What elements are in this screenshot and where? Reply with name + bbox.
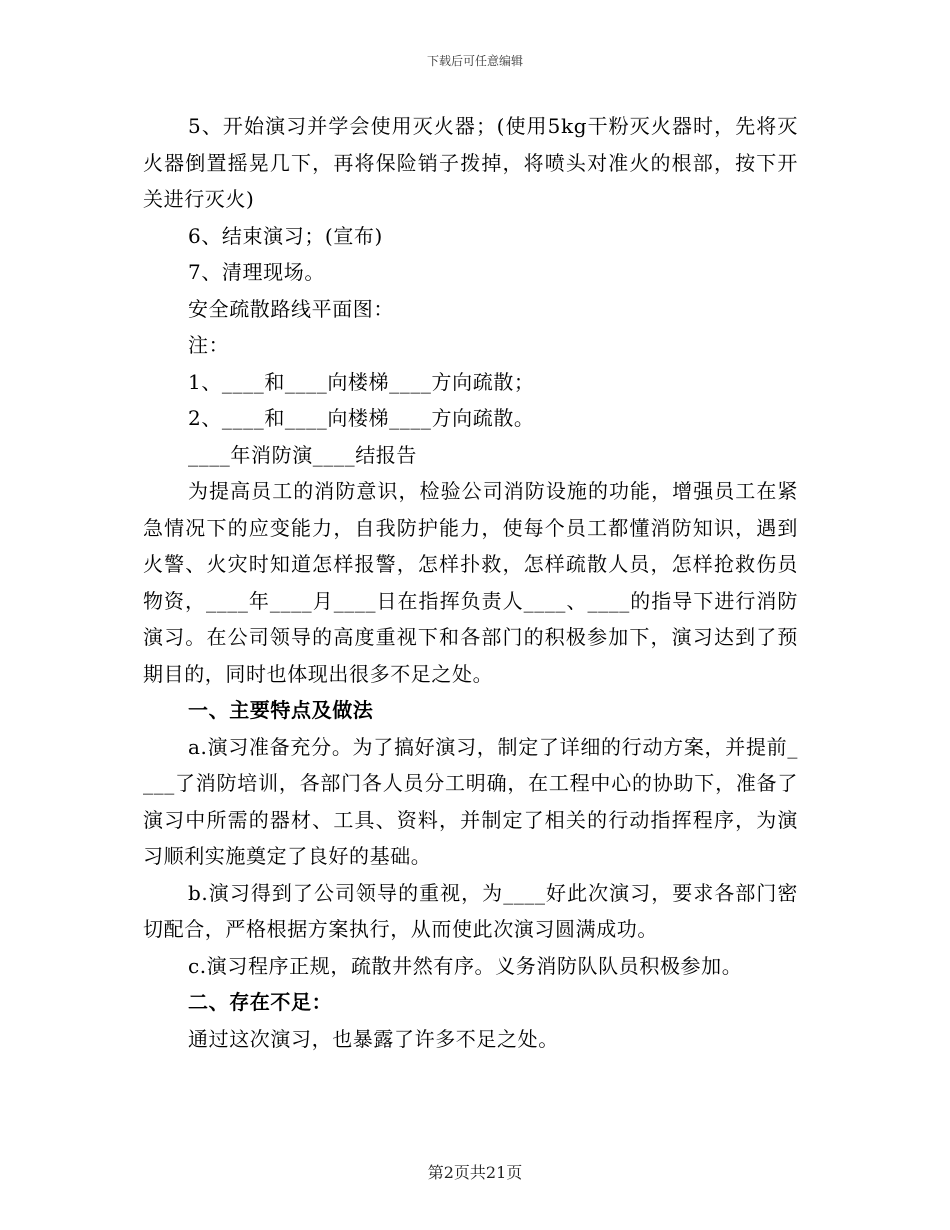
note-item-2: 2、____和____向楼梯____方向疏散。 — [188, 406, 535, 430]
step-6-paragraph: 6、结束演习；(宣布) — [188, 223, 383, 248]
note-label: 注： — [188, 333, 230, 357]
section-heading-shortcomings: 二、存在不足： — [188, 990, 333, 1014]
feature-c-paragraph: c.演习程序正规，疏散井然有序。义务消防队队员积极参加。 — [188, 953, 743, 978]
shortcomings-paragraph: 通过这次演习，也暴露了许多不足之处。 — [188, 1026, 559, 1051]
page-header: 下载后可任意编辑 — [426, 54, 523, 68]
intro-paragraph: 为提高员工的消防意识，检验公司消防设施的功能，增强员工在紧急情况下的应变能力，自我防护能力，使每个员工都懂消防知识，遇到火警、火灾时知道怎样报警，怎样扑救，怎样疏散人员，怎样抢救伤员物资，____年____月____日在指挥负责人____、____的指导下进行消防演习。在公司领导的高度重视下和各部门的积极参加下，演习达到了预期目的，同时也体现出很多不足之处。 — [143, 479, 798, 686]
section-heading-features: 一、主要特点及做法 — [188, 698, 374, 722]
feature-b-paragraph: b.演习得到了公司领导的重视，为____好此次演习，要求各部门密切配合，严格根据方案执行，从而使此次演习圆满成功。 — [143, 880, 798, 941]
document-body — [143, 108, 798, 1057]
evacuation-map-label: 安全疏散路线平面图： — [188, 296, 394, 321]
step-7-paragraph: 7、清理现场。 — [188, 260, 325, 284]
note-item-1: 1、____和____向楼梯____方向疏散； — [188, 369, 535, 394]
feature-a-paragraph: a.演习准备充分。为了搞好演习，制定了详细的行动方案，并提前____了消防培训，各部门各人员分工明确，在工程中心的协助下，准备了演习中所需的器材、工具、资料，并制定了相关的行动指挥程序，为演习顺利实施奠定了良好的基础。 — [143, 734, 798, 868]
page-number: 第2页共21页 — [427, 1163, 523, 1182]
step-5-paragraph: 5、开始演习并学会使用灭火器；(使用5kg干粉灭火器时，先将灭火器倒置摇晃几下，再将保险销子拨掉，将喷头对准火的根部，按下开关进行灭火) — [143, 114, 798, 211]
report-title: ____年消防演____结报告 — [188, 442, 417, 467]
